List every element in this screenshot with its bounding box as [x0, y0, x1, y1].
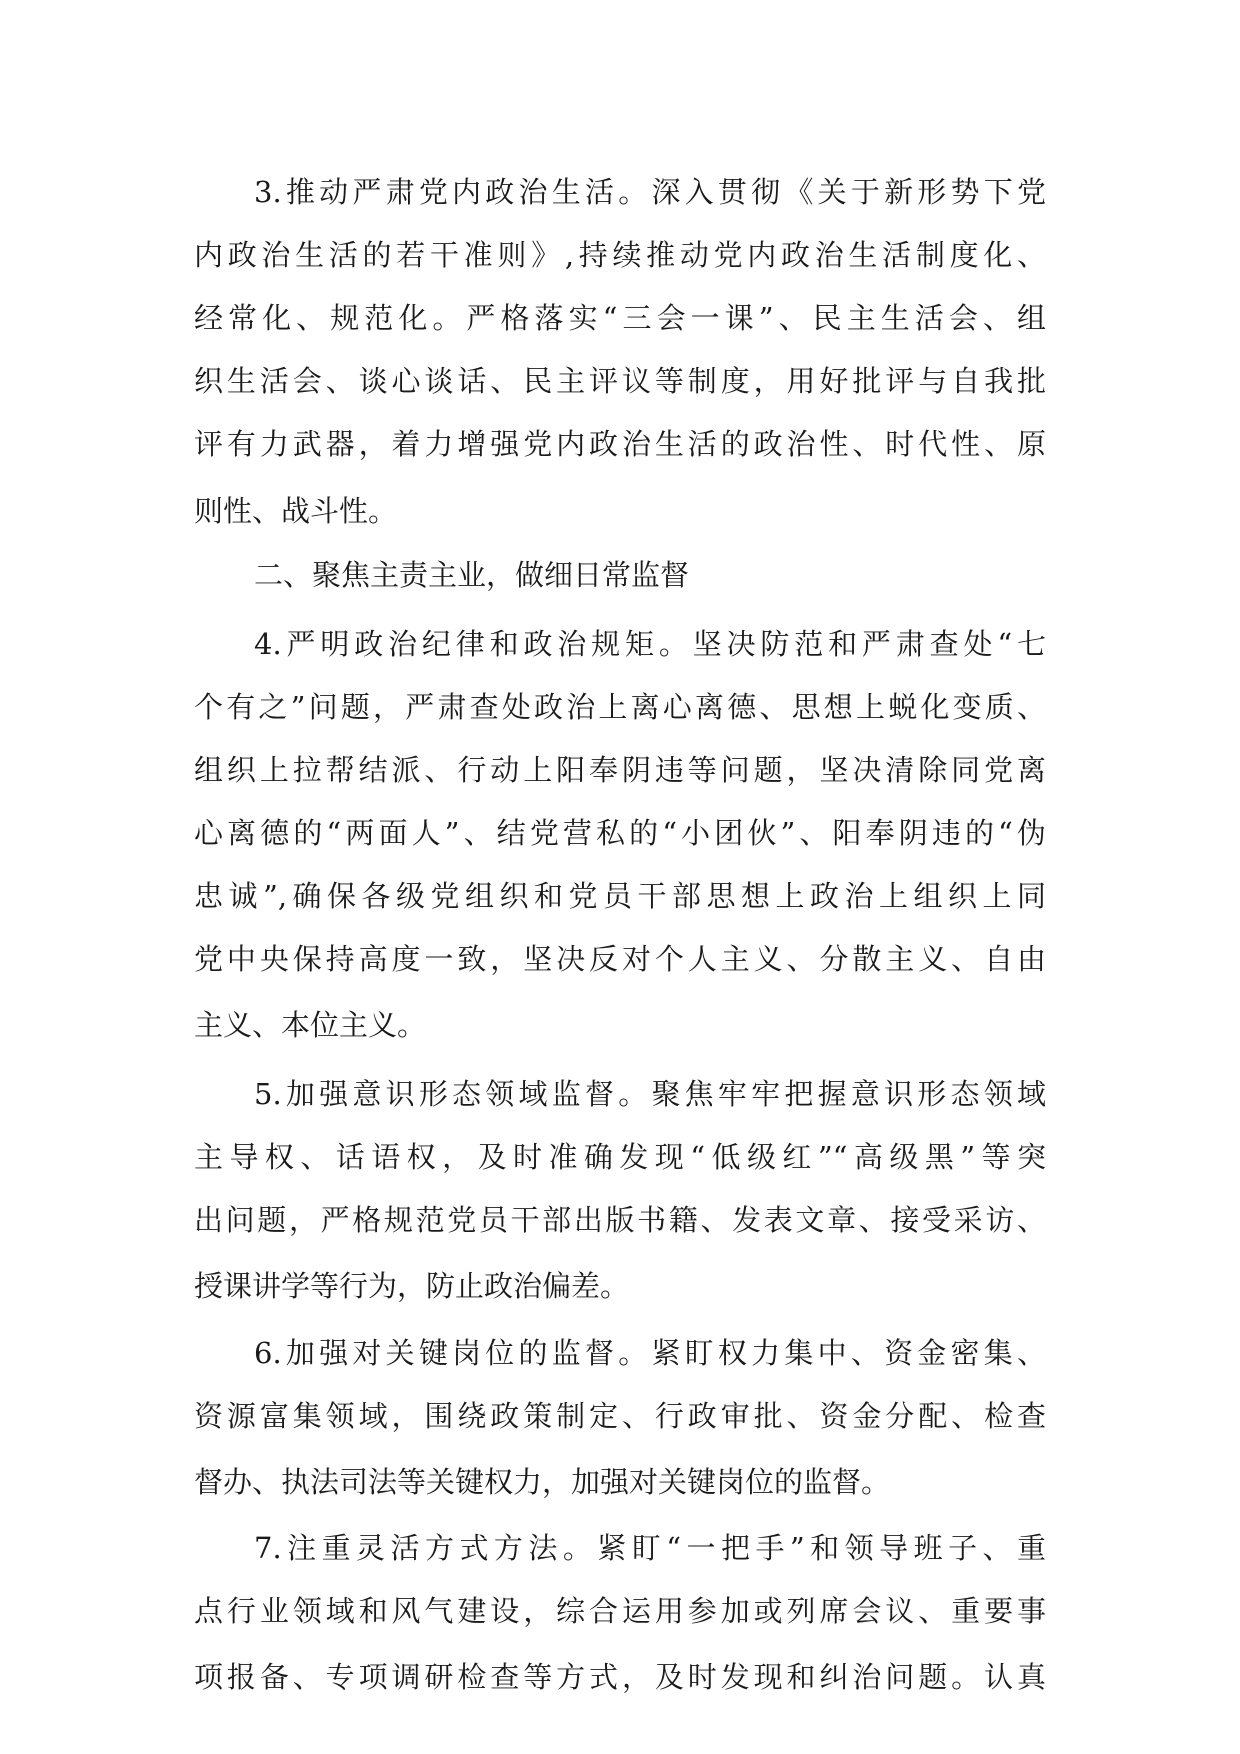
- paragraph-3-line-6: 则性、战斗性。: [194, 494, 398, 528]
- paragraph-4-line-3: 组织上拉帮结派、行动上阳奉阴违等问题，坚决清除同党离: [194, 753, 1046, 787]
- paragraph-6-line-1: 6.加强对关键岗位的监督。紧盯权力集中、资金密集、: [254, 1336, 1046, 1370]
- paragraph-4-line-1: 4.严明政治纪律和政治规矩。坚决防范和严肃查处“七: [254, 627, 1046, 661]
- paragraph-3-line-1: 3.推动严肃党内政治生活。深入贯彻《关于新形势下党: [254, 175, 1046, 209]
- paragraph-4-line-4: 心离德的“两面人”、结党营私的“小团伙”、阳奉阴违的“伪: [194, 816, 1046, 850]
- paragraph-4-line-5: 忠诚”,确保各级党组织和党员干部思想上政治上组织上同: [194, 879, 1046, 913]
- paragraph-3-line-2: 内政治生活的若干准则》,持续推动党内政治生活制度化、: [194, 238, 1046, 272]
- section-heading-2: 二、聚焦主责主业，做细日常监督: [254, 558, 690, 592]
- paragraph-3-line-3: 经常化、规范化。严格落实“三会一课”、民主生活会、组: [194, 301, 1046, 335]
- paragraph-7-line-2: 点行业领域和风气建设，综合运用参加或列席会议、重要事: [194, 1594, 1046, 1628]
- paragraph-4-line-7: 主义、本位主义。: [194, 1008, 427, 1042]
- paragraph-5-line-1: 5.加强意识形态领域监督。聚焦牢牢把握意识形态领域: [254, 1077, 1046, 1111]
- paragraph-4-line-6: 党中央保持高度一致，坚决反对个人主义、分散主义、自由: [194, 942, 1046, 976]
- paragraph-7-line-1: 7.注重灵活方式方法。紧盯“一把手”和领导班子、重: [254, 1531, 1046, 1565]
- paragraph-3-line-5: 评有力武器，着力增强党内政治生活的政治性、时代性、原: [194, 427, 1046, 461]
- paragraph-5-line-3: 出问题，严格规范党员干部出版书籍、发表文章、接受采访、: [194, 1203, 1046, 1237]
- paragraph-4-line-2: 个有之”问题，严肃查处政治上离心离德、思想上蜕化变质、: [194, 690, 1046, 724]
- paragraph-3-line-4: 织生活会、谈心谈话、民主评议等制度，用好批评与自我批: [194, 364, 1046, 398]
- paragraph-7-line-3: 项报备、专项调研检查等方式，及时发现和纠治问题。认真: [194, 1660, 1046, 1694]
- paragraph-5-line-2: 主导权、话语权，及时准确发现“低级红”“高级黑”等突: [194, 1140, 1046, 1174]
- paragraph-5-line-4: 授课讲学等行为，防止政治偏差。: [194, 1269, 630, 1303]
- paragraph-6-line-3: 督办、执法司法等关键权力，加强对关键岗位的监督。: [194, 1465, 891, 1499]
- paragraph-6-line-2: 资源富集领域，围绕政策制定、行政审批、资金分配、检查: [194, 1399, 1046, 1433]
